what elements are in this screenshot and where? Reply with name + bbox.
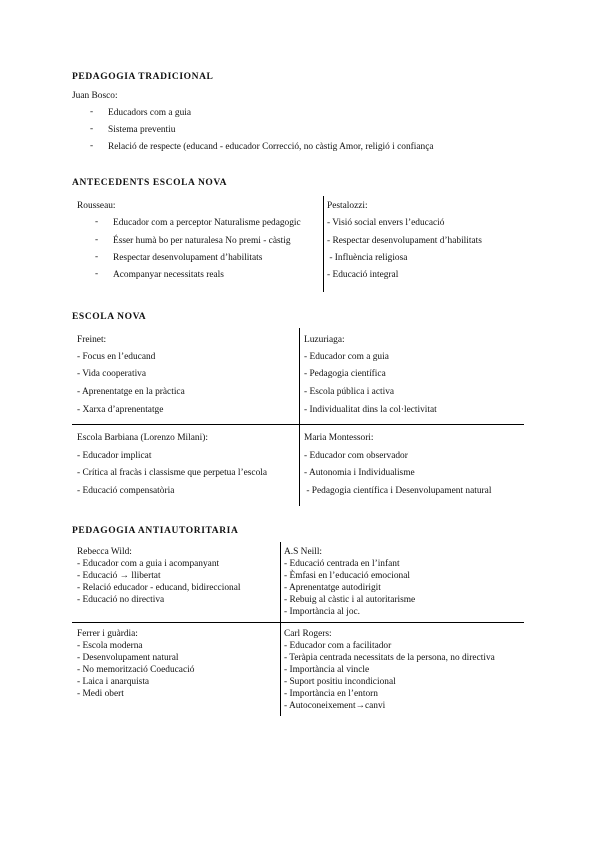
pestalozzi-title: Pestalozzi: — [327, 201, 368, 211]
list-item: - Medi obert — [77, 689, 124, 699]
list-item: - Individualitat dins la col·lectivitat — [304, 405, 437, 415]
list-item: - Educador com observador — [304, 451, 408, 461]
list-item: - Pedagogia científica — [304, 369, 386, 379]
section-heading-escola-nova: ESCOLA NOVA — [72, 312, 147, 322]
list-item: Ésser humà bo per naturalesa No premi - càstig — [113, 236, 291, 246]
section-heading-tradicional: PEDAGOGIA TRADICIONAL — [72, 72, 214, 82]
rousseau-title: Rousseau: — [77, 201, 116, 211]
list-item: Sistema preventiu — [108, 125, 176, 135]
section-heading-antiautoritaria: PEDAGOGIA ANTIAUTORITARIA — [72, 526, 239, 536]
list-item: - Rebuig al càstic i al autoritarisme — [284, 595, 416, 605]
list-item: - Educació compensatòria — [77, 486, 175, 496]
list-item: - Pedagogia científica i Desenvolupament natural — [304, 486, 492, 496]
list-item: - Educador com a guia i acompanyant — [77, 559, 220, 569]
list-item: - Autoconeixement→canvi — [284, 701, 386, 711]
list-item: - Relació educador - educand, bidireccional — [77, 583, 241, 593]
list-item: - Èmfasi en l’educació emocional — [284, 571, 410, 581]
list-item: Educador com a perceptor Naturalisme pedagogic — [113, 218, 301, 228]
list-item: - Influència religiosa — [327, 253, 408, 263]
list-item: - Autonomia i Individualisme — [304, 468, 415, 478]
list-item: - Escola moderna — [77, 641, 143, 651]
list-item: - Educador com a facilitador — [284, 641, 392, 651]
list-item: - Importància al joc. — [284, 607, 361, 617]
list-item: - Xarxa d’aprenentatge — [77, 405, 164, 415]
freinet-title: Freinet: — [77, 335, 107, 345]
list-item: Relació de respecte (educand - educador Correcció, no càstig Amor, religió i confiança — [108, 142, 434, 152]
list-item: - Importància en l’entorn — [284, 689, 378, 699]
list-item: Educadors com a guia — [108, 108, 192, 118]
list-item: Respectar desenvolupament d’habilitats — [113, 253, 263, 263]
list-item: - No memorització Coeducació — [77, 665, 195, 675]
list-item: - Educació no directiva — [77, 595, 165, 605]
list-item: - Teràpia centrada necessitats de la persona, no directiva — [284, 653, 495, 663]
section-heading-antecedents: ANTECEDENTS ESCOLA NOVA — [72, 178, 228, 188]
luzuriaga-title: Luzuriaga: — [304, 335, 345, 345]
neill-title: A.S Neill: — [284, 547, 323, 557]
row-divider — [72, 424, 524, 425]
list-item: - Aprenentatge en la pràctica — [77, 387, 185, 397]
list-item: - Visió social envers l’educació — [327, 218, 445, 228]
list-item: - Educador com a guia — [304, 352, 389, 362]
list-item: - Suport positiu incondicional — [284, 677, 396, 687]
column-divider — [280, 542, 281, 716]
column-divider — [323, 196, 324, 292]
list-item: - Aprenentatge autodirigit — [284, 583, 381, 593]
list-item: - Educació integral — [327, 270, 399, 280]
row-divider — [72, 622, 524, 623]
list-item: - Escola pública i activa — [304, 387, 395, 397]
column-divider — [299, 328, 300, 506]
list-item: - Importància al vincle — [284, 665, 370, 675]
list-item: - Vida cooperativa — [77, 369, 147, 379]
list-item: - Educació → llibertat — [77, 571, 161, 581]
list-item: - Laica i anarquista — [77, 677, 150, 687]
list-item: - Respectar desenvolupament d’habilitats — [327, 236, 482, 246]
list-item: - Desenvolupament natural — [77, 653, 179, 663]
montessori-title: Maria Montessori: — [304, 433, 374, 443]
list-item: - Focus en l’educand — [77, 352, 156, 362]
ferrer-title: Ferrer i guàrdia: — [77, 629, 138, 639]
author-juan-bosco: Juan Bosco: — [72, 91, 118, 101]
wild-title: Rebecca Wild: — [77, 547, 132, 557]
list-item: - Educador implicat — [77, 451, 152, 461]
barbiana-title: Escola Barbiana (Lorenzo Milani): — [77, 433, 208, 443]
list-item: Acompanyar necessitats reals — [113, 270, 224, 280]
rogers-title: Carl Rogers: — [284, 629, 332, 639]
list-item: - Educació centrada en l’infant — [284, 559, 400, 569]
list-item: - Crítica al fracàs i classisme que perpetua l’escola — [77, 468, 268, 478]
